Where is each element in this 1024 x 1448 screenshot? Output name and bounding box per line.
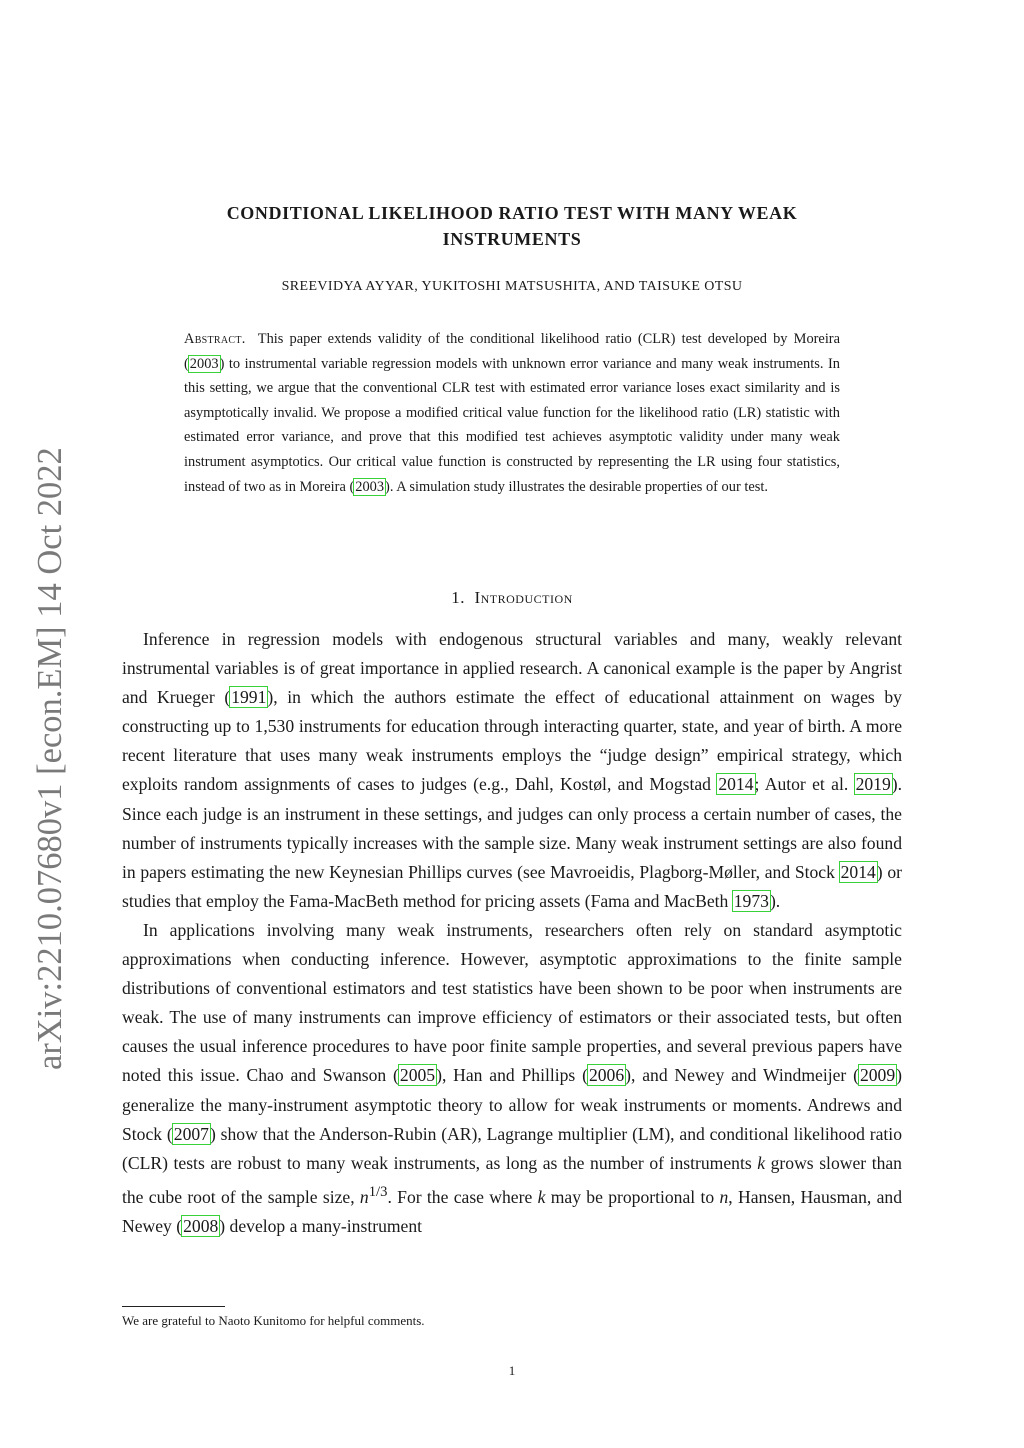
page-number: 1 [508,1363,516,1378]
section-title: Introduction [474,588,573,607]
authors: SREEVIDYA AYYAR, YUKITOSHI MATSUSHITA, AND TAISUKE OTSU [281,279,743,294]
text-run: ; Autor et al. [754,774,855,795]
text-run: , Hansen, Hausman, and Newey ( [122,1186,903,1236]
abstract-label: Abstract. [184,331,246,347]
text-run: Inference in regression models with endogenous structural variables and many, weakly relevant instrumental variables is of great importance in applied research. A canonical example is the paper by Angrist and Krueger ( [122,629,902,708]
text-run: In applications involving many weak instruments, researchers often rely on standard asymptotic approximations when conducting inference. However, asymptotic approximations to the finite sample distributions of conventional estimators and test statistics have been shown to be poor when instruments are weak. The use of many instruments can improve efficiency of estimators or their associated tests, but often causes the usual inference procedures to have poor finite sample properties, and several previous papers have noted this issue. Chao and Swanson ( [122,919,902,1086]
text-run: ) generalize the many-instrument asymptotic theory to allow for weak instruments or moments. Andrews and Stock ( [122,1065,902,1144]
math-n: n [719,1186,729,1207]
math-exponent: 1/3 [368,1183,388,1200]
section-heading [120,588,904,608]
text-run: ), in which the authors estimate the effect of educational attainment on wages by constructing up to 1,530 instruments for education through interacting quarter, state, and year of birth. A more recent literature that uses many weak instruments employs the “judge design” empirical strategy, which exploits random assignments of cases to judges (e.g., Dahl, Kostøl, and Mogstad [122,687,902,795]
text-run: may be proportional to [545,1186,720,1207]
paper-title [120,200,904,252]
citation-link[interactable]: 2014 [718,774,754,795]
text-run: ), and Newey and Windmeijer ( [625,1065,859,1086]
section-number: 1. [451,588,465,607]
citation-link[interactable]: 2009 [859,1065,896,1086]
arxiv-stamp-text: arXiv:2210.07680v1 [econ.EM] 14 Oct 2022 [31,447,69,1070]
arxiv-stamp [30,430,70,1070]
text-run: ) develop a many-instrument [219,1215,423,1236]
math-k: k [757,1152,766,1173]
text-run: ). [769,890,781,911]
citation-link[interactable]: 2006 [588,1065,625,1086]
citation-link[interactable]: 2019 [855,774,891,795]
math-n: n [359,1186,369,1207]
text-run: ) or studies that employ the Fama-MacBeth method for pricing assets (Fama and MacBeth [122,861,902,911]
citation-link[interactable]: 1973 [733,890,769,911]
citation-link[interactable]: 2003 [189,355,219,372]
abstract [184,327,840,499]
text-run: . For the case where [387,1186,538,1207]
citation-link[interactable]: 2007 [173,1123,209,1144]
abstract-text: ). A simulation study illustrates the desirable properties of our test. [385,478,768,495]
paragraph-1 [122,625,902,916]
title-line-2: INSTRUMENTS [442,229,582,249]
abstract-text: This paper extends validity of the conditional likelihood ratio (CLR) test developed by Moreira ( [184,331,840,372]
citation-link[interactable]: 2003 [355,478,385,495]
citation-link[interactable]: 1991 [231,687,267,708]
text-run: ), Han and Phillips ( [436,1065,588,1086]
title-line-1: CONDITIONAL LIKELIHOOD RATIO TEST WITH MANY WEAK [226,203,798,223]
citation-link[interactable]: 2014 [840,861,876,882]
abstract-text: ) to instrumental variable regression models with unknown error variance and many weak instruments. In this setting, we argue that the conventional CLR test with estimated error variance loses exact similarity and is asymptotically invalid. We propose a modified critical value function for the likelihood ratio (LR) statistic with estimated error variance, and prove that this modified test achieves asymptotic validity under many weak instrument asymptotics. Our critical value function is constructed by representing the LR using four statistics, instead of two as in Moreira ( [184,355,840,495]
math-k: k [537,1186,546,1207]
text-run: ). Since each judge is an instrument in these settings, and judges can only process a certain number of cases, the number of instruments typically increases with the sample size. Many weak instrument settings are also found in papers estimating the new Keynesian Phillips curves (see Mavroeidis, Plagborg-Møller, and Stock [122,774,903,882]
citation-link[interactable]: 2008 [183,1215,219,1236]
text-run: grows slower than the cube root of the sample size, [122,1152,902,1207]
footnote: We are grateful to Naoto Kunitomo for helpful comments. [122,1313,425,1328]
footnote-rule [122,1306,225,1307]
body-text [122,625,902,1241]
citation-link[interactable]: 2005 [399,1065,436,1086]
text-run: ) show that the Anderson-Rubin (AR), Lagrange multiplier (LM), and conditional likelihood ratio (CLR) tests are robust to many weak instruments, as long as the number of instruments [122,1123,902,1173]
paragraph-2 [122,916,902,1241]
